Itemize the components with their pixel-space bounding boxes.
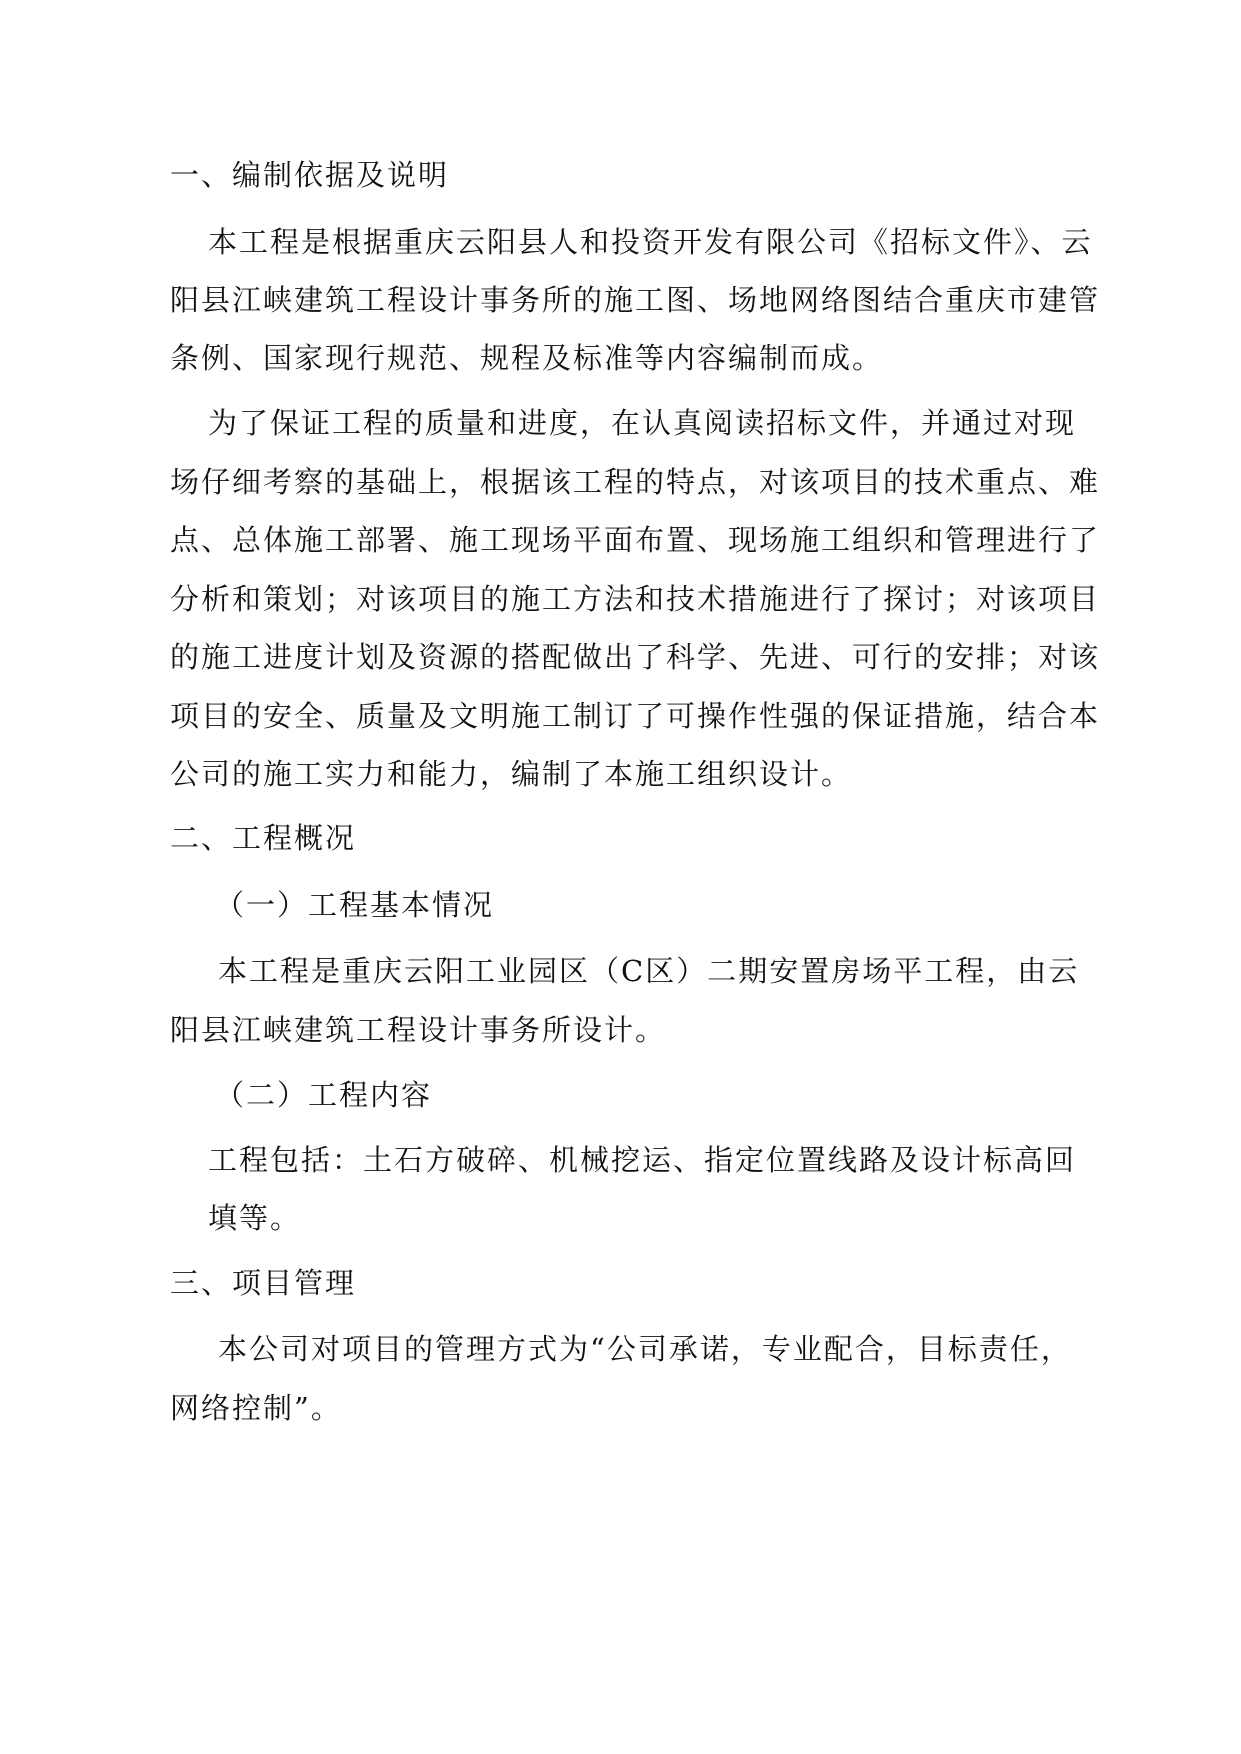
paragraph-line: 为了保证工程的质量和进度，在认真阅读招标文件，并通过对现 xyxy=(208,406,1077,440)
subsection-heading: （一）工程基本情况 xyxy=(215,888,495,922)
paragraph-line: 的施工进度计划及资源的搭配做出了科学、先进、可行的安排；对该 xyxy=(170,640,1101,674)
paragraph-line: 阳县江峡建筑工程设计事务所设计。 xyxy=(170,1013,667,1047)
paragraph-line: 项目的安全、质量及文明施工制订了可操作性强的保证措施，结合本 xyxy=(170,699,1101,733)
paragraph-line: 点、总体施工部署、施工现场平面布置、现场施工组织和管理进行了 xyxy=(170,523,1101,557)
paragraph-line: 工程包括：土石方破碎、机械挖运、指定位置线路及设计标高回 xyxy=(208,1143,1077,1177)
paragraph-line: 条例、国家现行规范、规程及标准等内容编制而成。 xyxy=(170,341,884,375)
paragraph-line: 本公司对项目的管理方式为“公司承诺，专业配合，目标责任， xyxy=(218,1332,1072,1366)
paragraph-line: 阳县江峡建筑工程设计事务所的施工图、场地网络图结合重庆市建管 xyxy=(170,283,1101,317)
paragraph-line: 分析和策划；对该项目的施工方法和技术措施进行了探讨；对该项目 xyxy=(170,582,1101,616)
subsection-heading: （二）工程内容 xyxy=(215,1078,433,1112)
paragraph-line: 本工程是重庆云阳工业园区（C区）二期安置房场平工程，由云 xyxy=(218,954,1080,988)
paragraph-line: 场仔细考察的基础上，根据该工程的特点，对该项目的技术重点、难 xyxy=(170,465,1101,499)
paragraph-line: 公司的施工实力和能力，编制了本施工组织设计。 xyxy=(170,757,853,791)
section-heading-1: 一、编制依据及说明 xyxy=(170,158,450,192)
paragraph-line: 本工程是根据重庆云阳县人和投资开发有限公司《招标文件》、云 xyxy=(208,225,1093,259)
section-heading-3: 三、项目管理 xyxy=(170,1266,357,1300)
paragraph-line: 填等。 xyxy=(208,1201,302,1235)
paragraph-line: 网络控制”。 xyxy=(170,1391,342,1425)
section-heading-2: 二、工程概况 xyxy=(170,821,357,855)
